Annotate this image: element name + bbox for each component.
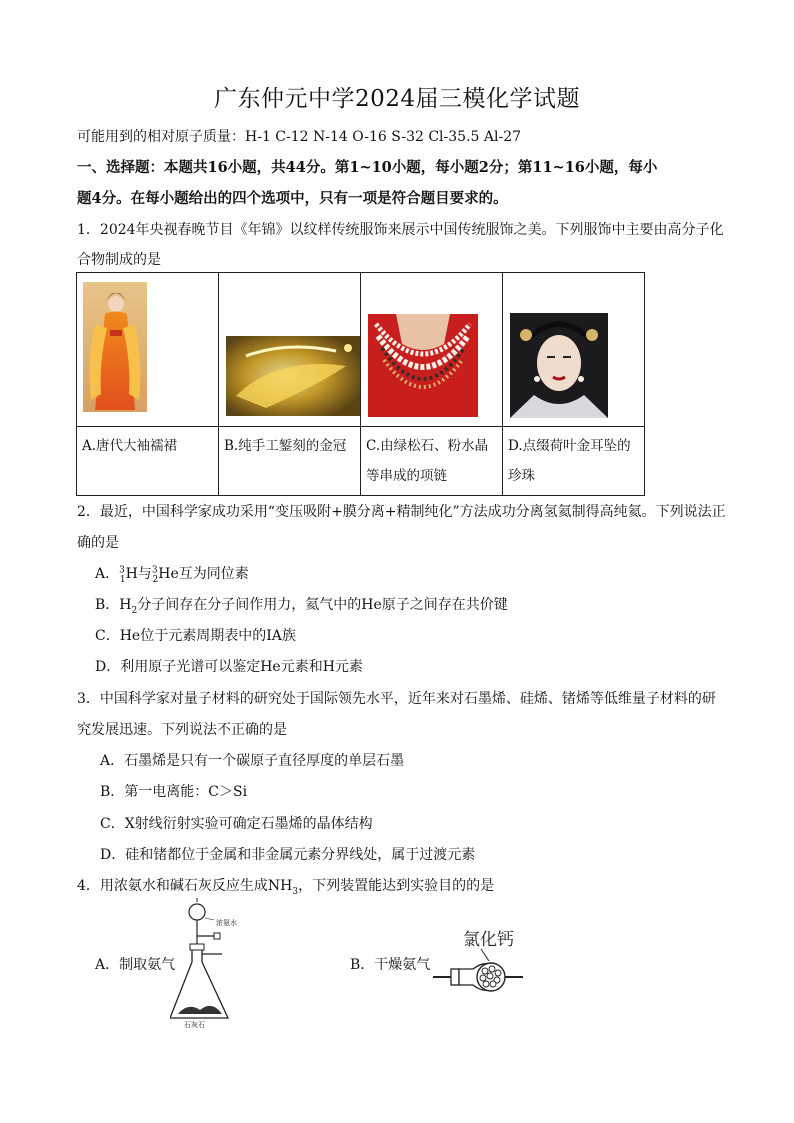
q1-option-c (361, 427, 503, 496)
q1-option-c-label-line2: 等串成的项链 (366, 468, 447, 484)
q1-option-a (77, 427, 219, 496)
q2-option-d: D．利用原子光谱可以鉴定He元素和H元素 (95, 659, 363, 675)
lime-label: 石灰石 (184, 1021, 205, 1028)
q1-image-cell-a (77, 273, 219, 427)
drying-tube-diagram (433, 925, 533, 1000)
tang-dress-image (83, 282, 147, 412)
gold-crown-image (226, 336, 360, 416)
q2-option-c: C．He位于元素周期表中的ⅠA族 (95, 628, 296, 644)
q1-stem-line1: 1．2024年央视春晚节目《年锦》以纹样传统服饰来展示中国传统服饰之美。下列服饰中主要由高分子化 (77, 222, 724, 238)
q1-options-table (76, 272, 645, 496)
page-title: 广东仲元中学2024届三模化学试题 (213, 86, 581, 112)
q2-stem-line2: 确的是 (77, 535, 119, 551)
ammonia-label: 浓氨水 (216, 919, 237, 927)
q3-option-c: C．X射线衍射实验可确定石墨烯的晶体结构 (100, 816, 373, 832)
q3-option-a: A．石墨烯是只有一个碳原子直径厚度的单层石墨 (100, 753, 405, 769)
q4-option-a-label: A．制取氨气 (95, 957, 176, 973)
q1-option-b-label: B.纯手工錾刻的金冠 (224, 438, 347, 454)
turquoise-necklace-image (368, 314, 478, 417)
q1-image-cell-d (503, 273, 645, 427)
q1-stem-line2: 合物制成的是 (77, 252, 161, 268)
q3-option-d: D．硅和锗都位于金属和非金属元素分界线处，属于过渡元素 (100, 847, 476, 863)
q1-option-a-label: A.唐代大袖襦裙 (82, 438, 178, 454)
ammonia-generator-diagram (170, 898, 250, 1028)
q1-option-d-label-line1: D.点缀荷叶金耳坠的 (508, 438, 631, 454)
q2-option-a: A．$^3_1$H与$^3_2$He互为同位素 (95, 565, 249, 585)
pearl-earring-image (510, 313, 608, 418)
q3-stem-line2: 究发展迅速。下列说法不正确的是 (77, 722, 287, 738)
section-header-line2: 题4分。在每小题给出的四个选项中，只有一项是符合题目要求的。 (77, 190, 508, 207)
q3-stem-line1: 3．中国科学家对量子材料的研究处于国际领先水平，近年来对石墨烯、硅烯、锗烯等低维量子材料的研 (77, 691, 716, 707)
q1-option-d (503, 427, 645, 496)
q2-stem-line1: 2．最近，中国科学家成功采用“变压吸附+膜分离+精制纯化”方法成功分离氢氦制得高纯氦。下列说法正 (77, 504, 726, 520)
q1-option-c-label-line1: C.由绿松石、粉水晶 (366, 438, 489, 454)
q4-option-b-label: B．干燥氨气 (350, 957, 431, 973)
atomic-masses: 可能用到的相对原子质量：H-1 C-12 N-14 O-16 S-32 Cl-35.5 Al-27 (77, 129, 522, 145)
q1-option-d-label-line2: 珍珠 (508, 468, 535, 484)
q1-image-cell-c (361, 273, 503, 427)
calcium-chloride-label: 氯化钙 (463, 930, 514, 950)
section-header-line1: 一、选择题：本题共16小题，共44分。第1~10小题，每小题2分；第11~16小题，每小 (77, 159, 658, 176)
q1-option-b (219, 427, 361, 496)
q2-option-b: B．$H_2$分子间存在分子间作用力，氦气中的He原子之间存在共价键 (95, 597, 508, 616)
q3-option-b: B．第一电离能：C＞Si (100, 784, 248, 800)
q1-image-cell-b (219, 273, 361, 427)
q4-stem: 4．用浓氨水和碱石灰反应生成$NH_3$，下列装置能达到实验目的的是 (77, 878, 495, 897)
